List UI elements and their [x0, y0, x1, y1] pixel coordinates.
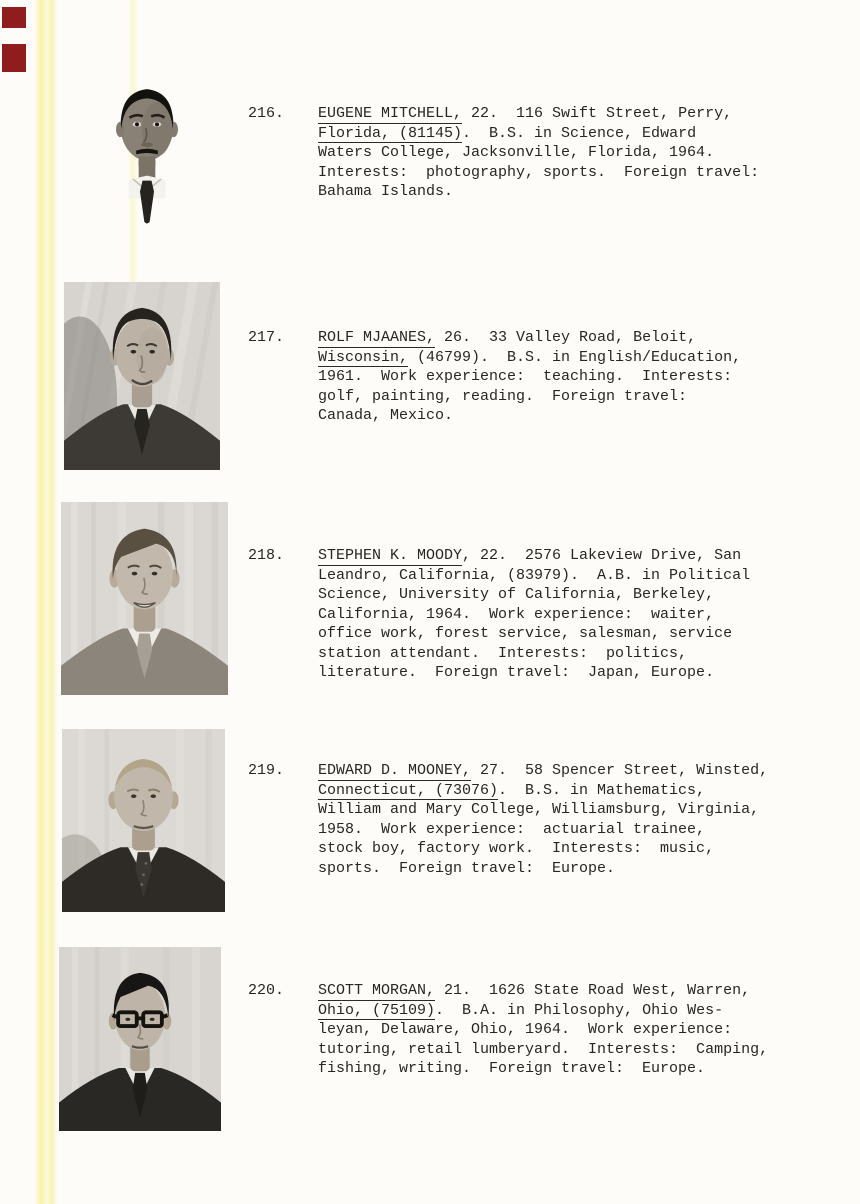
underlined-name-segment: SCOTT MORGAN, [318, 982, 436, 999]
entry-biography-text [318, 761, 768, 878]
typewritten-line [318, 859, 768, 879]
text-segment: leyan, Delaware, Ohio, 1964. Work experience: [318, 1021, 733, 1038]
text-segment: office work, forest service, salesman, service [318, 625, 733, 642]
text-segment: , 22. 2576 Lakeview Drive, San [462, 547, 742, 564]
text-segment: fishing, writing. Foreign travel: Europe. [318, 1060, 706, 1077]
typewritten-line [318, 820, 768, 840]
entry-biography-text [318, 981, 768, 1079]
text-segment: Leandro, California, (83979). A.B. in Political [318, 566, 751, 584]
typewritten-line [318, 104, 759, 124]
text-segment: 22. 116 Swift Street, Perry, [462, 105, 733, 122]
text-segment: Canada, Mexico. [318, 407, 454, 424]
text-segment: sports. Foreign travel: Europe. [318, 859, 616, 877]
portrait-photo-217 [64, 282, 220, 470]
text-segment: golf, painting, reading. Foreign travel: [318, 387, 688, 405]
page-binding-discoloration [34, 0, 58, 1204]
typewritten-line [318, 406, 741, 426]
typewritten-line [318, 348, 741, 368]
typewritten-line [318, 163, 759, 183]
entry-number: 220. [248, 982, 285, 999]
typewritten-line [318, 800, 768, 820]
text-segment: Science, University of California, Berkeley, [318, 586, 715, 603]
underlined-name-segment: EUGENE MITCHELL, [318, 105, 463, 122]
typewritten-line [318, 182, 759, 202]
underlined-name-segment: ROLF MJAANES, [318, 329, 436, 346]
text-segment: California, 1964. Work experience: waiter, [318, 605, 715, 623]
entry-number: 218. [248, 547, 285, 564]
underlined-name-segment: Florida, (81145) [318, 124, 463, 142]
man-portrait-cutout-icon [97, 74, 197, 242]
typewritten-line [318, 761, 768, 781]
entry-biography-text [318, 546, 750, 683]
typewritten-line [318, 124, 759, 144]
man-portrait-icon [64, 282, 220, 470]
man-with-glasses-portrait-icon [59, 947, 221, 1131]
text-segment: 21. 1626 State Road West, Warren, [435, 982, 751, 999]
portrait-photo-220 [59, 947, 221, 1131]
entry-number: 216. [248, 105, 285, 122]
typewritten-line [318, 585, 750, 605]
text-segment: stock boy, factory work. Interests: music, [318, 840, 715, 857]
text-segment: Bahama Islands. [318, 183, 454, 200]
portrait-photo-216 [97, 74, 197, 242]
typewritten-line [318, 981, 768, 1001]
typewritten-line [318, 566, 750, 586]
text-segment: station attendant. Interests: politics, [318, 644, 688, 662]
typewritten-line [318, 781, 768, 801]
entry-biography-text [318, 104, 759, 202]
typewritten-line [318, 546, 750, 566]
typewritten-line [318, 1020, 768, 1040]
typewritten-line [318, 663, 750, 683]
text-segment: . B.S. in Mathematics, [498, 781, 706, 799]
entry-number: 219. [248, 762, 285, 779]
text-segment: 27. 58 Spencer Street, Winsted, [471, 762, 769, 779]
underlined-name-segment: EDWARD D. MOONEY, [318, 762, 472, 779]
entry-number: 217. [248, 329, 285, 346]
text-segment: 26. 33 Valley Road, Beloit, [435, 329, 697, 346]
text-segment: Interests: photography, sports. Foreign travel: [318, 163, 760, 181]
typewritten-line [318, 1001, 768, 1021]
underlined-name-segment: Ohio, (75109) [318, 1001, 436, 1019]
text-segment: Waters College, Jacksonville, Florida, 1964. [318, 144, 715, 161]
underlined-name-segment: STEPHEN K. MOODY [318, 547, 463, 564]
typewritten-line [318, 605, 750, 625]
typewritten-line [318, 624, 750, 644]
text-segment: 1958. Work experience: actuarial trainee, [318, 820, 706, 838]
text-segment: . B.S. in Science, Edward [462, 124, 697, 142]
underlined-name-segment: Wisconsin, [318, 348, 409, 366]
typewritten-line [318, 367, 741, 387]
entry-biography-text [318, 328, 741, 426]
typewritten-line [318, 328, 741, 348]
red-edge-mark-top [2, 7, 26, 28]
underlined-name-segment: Connecticut, (73076) [318, 781, 499, 799]
text-segment: tutoring, retail lumberyard. Interests: Camping, [318, 1040, 769, 1058]
text-segment: . B.A. in Philosophy, Ohio Wes- [435, 1001, 724, 1019]
typewritten-line [318, 1040, 768, 1060]
man-portrait-icon [61, 502, 228, 695]
text-segment: literature. Foreign travel: Japan, Europe. [318, 664, 715, 681]
typewritten-line [318, 644, 750, 664]
text-segment: William and Mary College, Williamsburg, Virginia, [318, 801, 760, 818]
typewritten-line [318, 143, 759, 163]
man-portrait-icon [62, 729, 225, 912]
typewritten-line [318, 1059, 768, 1079]
text-segment: (46799). B.S. in English/Education, [408, 348, 742, 366]
typewritten-line [318, 839, 768, 859]
portrait-photo-219 [62, 729, 225, 912]
red-edge-mark-bottom [2, 44, 26, 72]
portrait-photo-218 [61, 502, 228, 695]
text-segment: 1961. Work experience: teaching. Interests: [318, 368, 733, 385]
typewritten-line [318, 387, 741, 407]
